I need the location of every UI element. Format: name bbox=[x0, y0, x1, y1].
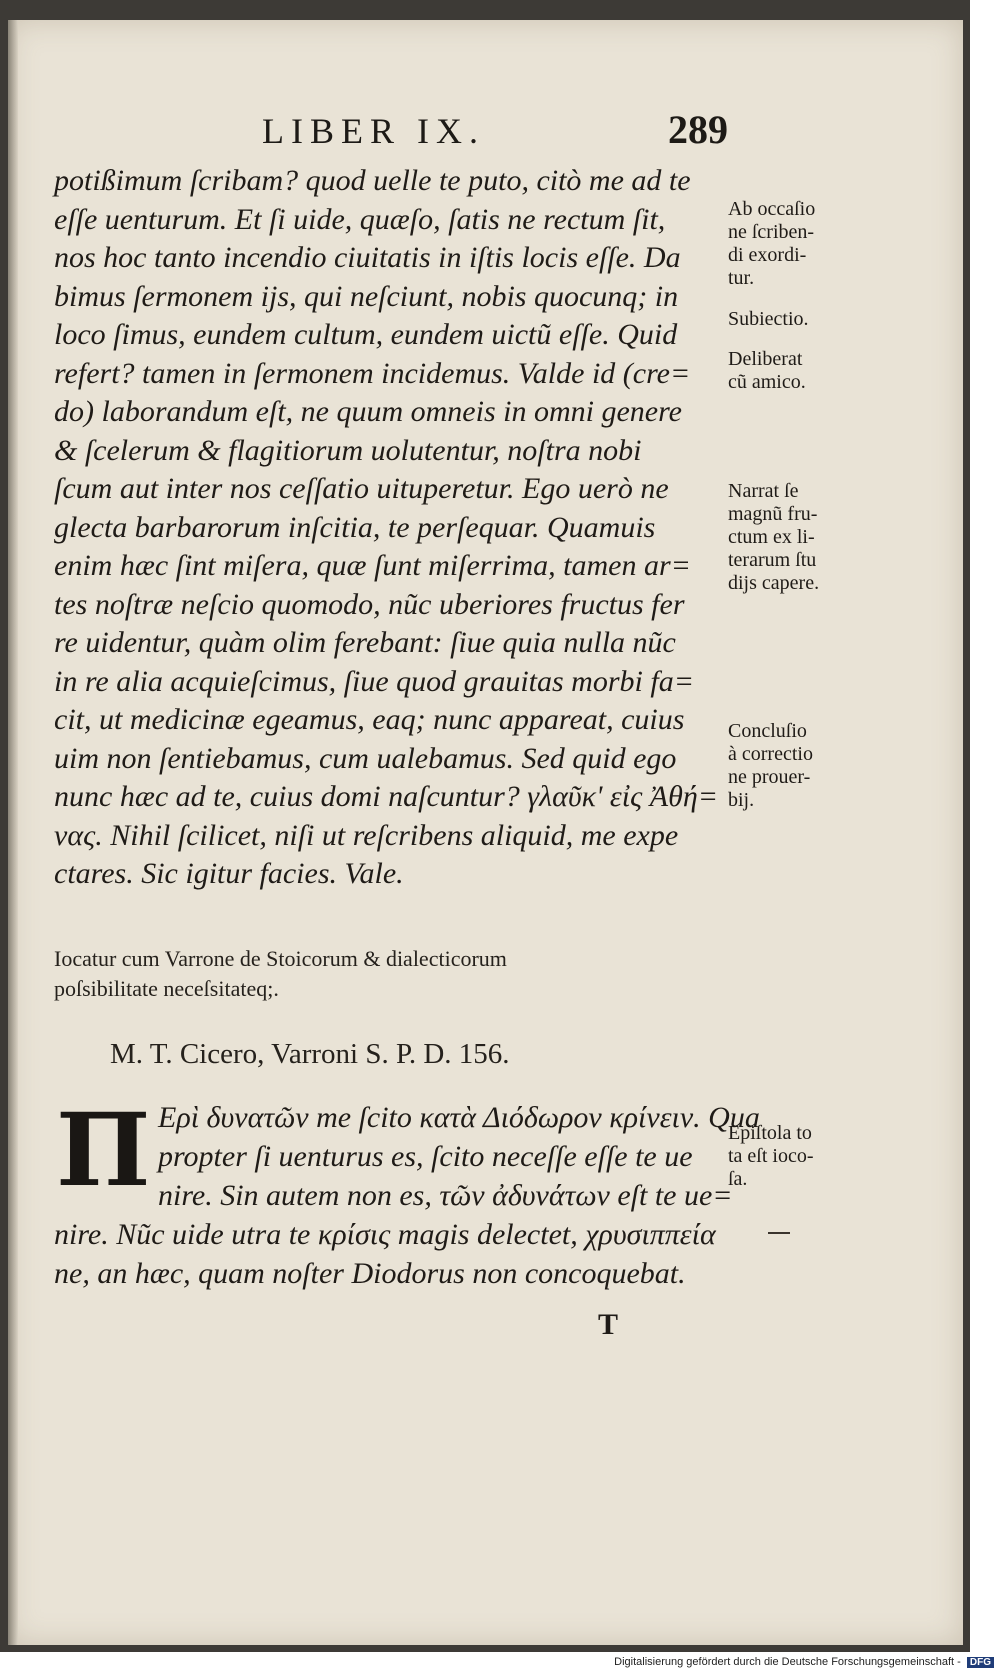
credit-text: Digitalisierung gefördert durch die Deutsche Forschungsgemeinschaft - bbox=[614, 1656, 961, 1668]
margin-note-line: ſa. bbox=[728, 1168, 748, 1190]
margin-note-line: terarum ſtu bbox=[728, 549, 817, 571]
letter-argument bbox=[54, 944, 734, 1004]
text-line: tes noſtræ neſcio quomodo, nũc uberiores fructus fer bbox=[54, 587, 685, 621]
text-line: re uidentur, quàm olim ferebant: ſiue quia nulla nũc bbox=[54, 626, 676, 659]
margin-note-line: Ab occaſio bbox=[728, 198, 816, 220]
drop-initial: Π bbox=[56, 1091, 151, 1209]
running-head: LIBER IX. bbox=[262, 111, 485, 151]
argument-line: poſsibilitate neceſsitateq;. bbox=[54, 976, 279, 1001]
text-line: eſſe uenturum. Et ſi uide, quæſo, ſatis ne rectum ſit, bbox=[54, 202, 666, 236]
margin-note-line: Narrat ſe bbox=[728, 480, 799, 502]
margin-note bbox=[728, 348, 806, 394]
text-line: ſcum aut inter nos ceſſatio uituperetur. Ego uerò ne bbox=[54, 472, 669, 505]
text-line: ne, an hæc, quam noſter Diodorus non concoquebat. bbox=[54, 1257, 686, 1290]
margin-note-line: Concluſio bbox=[728, 720, 807, 742]
margin-note-line: à correctio bbox=[728, 743, 813, 765]
text-line: & ſcelerum & flagitiorum uolutentur, noſtra nobi bbox=[54, 433, 642, 467]
text-line: nos hoc tanto incendio ciuitatis in iſtis locis eſſe. Da bbox=[54, 241, 681, 274]
digitization-credit bbox=[614, 1656, 994, 1668]
margin-note-line: ta eſt ioco- bbox=[728, 1145, 814, 1167]
text-line: potißimum ſcribam? quod uelle te puto, citò me ad te bbox=[54, 164, 691, 197]
text-line: glecta barbarorum inſcitia, te perſequar. Quamuis bbox=[54, 510, 656, 544]
margin-note-line: ne ſcriben- bbox=[728, 221, 815, 243]
text-line: bimus ſermonem ijs, qui neſciunt, nobis quocunq; in bbox=[54, 279, 679, 313]
text-line: nire. Sin autem non es, τῶν ἀδυνάτων eſt te ue= bbox=[158, 1179, 733, 1212]
text-line: nunc hæc ad te, cuius domi naſcuntur? γλαῦκ' εἰς Ἀθή= bbox=[54, 780, 718, 813]
text-line: cit, ut medicinæ egeamus, eaq; nunc appareat, cuius bbox=[54, 703, 685, 736]
margin-note-line: di exordi- bbox=[728, 244, 807, 266]
text-line: uim non ſentiebamus, cum ualebamus. Sed quid ego bbox=[54, 741, 677, 775]
letter-body bbox=[54, 162, 734, 894]
text-line: do) laborandum eſt, ne quum omneis in omni genere bbox=[54, 395, 682, 428]
dfg-logo: DFG bbox=[967, 1657, 994, 1668]
text-line: in re alia acquieſcimus, ſiue quod grauitas morbi fa= bbox=[54, 664, 694, 698]
margin-note-line: Subiectio. bbox=[728, 308, 809, 330]
page-number: 289 bbox=[668, 107, 728, 152]
margin-note-line: cũ amico. bbox=[728, 371, 806, 393]
text-line: propter ſi uenturus es, ſcito neceſſe eſſe te ue bbox=[158, 1140, 693, 1173]
text-line: Ερὶ δυνατῶν me ſcito κατὰ Διόδωρον κρίνειν. Qua bbox=[158, 1101, 760, 1134]
margin-note-line: tur. bbox=[728, 267, 755, 289]
argument-line: Iocatur cum Varrone de Stoicorum & dialecticorum bbox=[54, 946, 507, 971]
page-spine bbox=[8, 20, 18, 1645]
margin-note-line: Deliberat bbox=[728, 348, 803, 370]
margin-note-line: ne prouer- bbox=[728, 766, 811, 788]
margin-note-epistola bbox=[728, 1122, 814, 1191]
margin-note-line: ctum ex li- bbox=[728, 526, 815, 548]
text-line: loco ſimus, eundem cultum, eundem uictũ eſſe. Quid bbox=[54, 318, 678, 351]
margin-note bbox=[728, 308, 809, 331]
text-line: refert? tamen in ſermonem incidemus. Valde id (cre= bbox=[54, 356, 691, 390]
margin-note bbox=[728, 198, 815, 290]
margin-note-line: magnũ fru- bbox=[728, 503, 818, 525]
letter-address: M. T. Cicero, Varroni S. P. D. 156. bbox=[110, 1038, 510, 1070]
margin-note bbox=[728, 480, 819, 595]
text-line: enim hæc ſint miſera, quæ ſunt miſerrima, tamen ar= bbox=[54, 549, 691, 582]
margin-note bbox=[728, 720, 813, 812]
margin-dash bbox=[768, 1232, 790, 1234]
signature-mark: T bbox=[598, 1308, 619, 1341]
text-line: nire. Nũc uide utra te κρίσις magis delectet, χρυσιππεία bbox=[54, 1218, 716, 1251]
text-line: νας. Nihil ſcilicet, niſi ut reſcribens aliquid, me expe bbox=[54, 818, 679, 852]
margin-note-line: Epiſtola to bbox=[728, 1122, 812, 1144]
text-line: ctares. Sic igitur facies. Vale. bbox=[54, 857, 404, 890]
margin-note-line: bij. bbox=[728, 789, 755, 811]
margin-note-line: dijs capere. bbox=[728, 572, 820, 594]
